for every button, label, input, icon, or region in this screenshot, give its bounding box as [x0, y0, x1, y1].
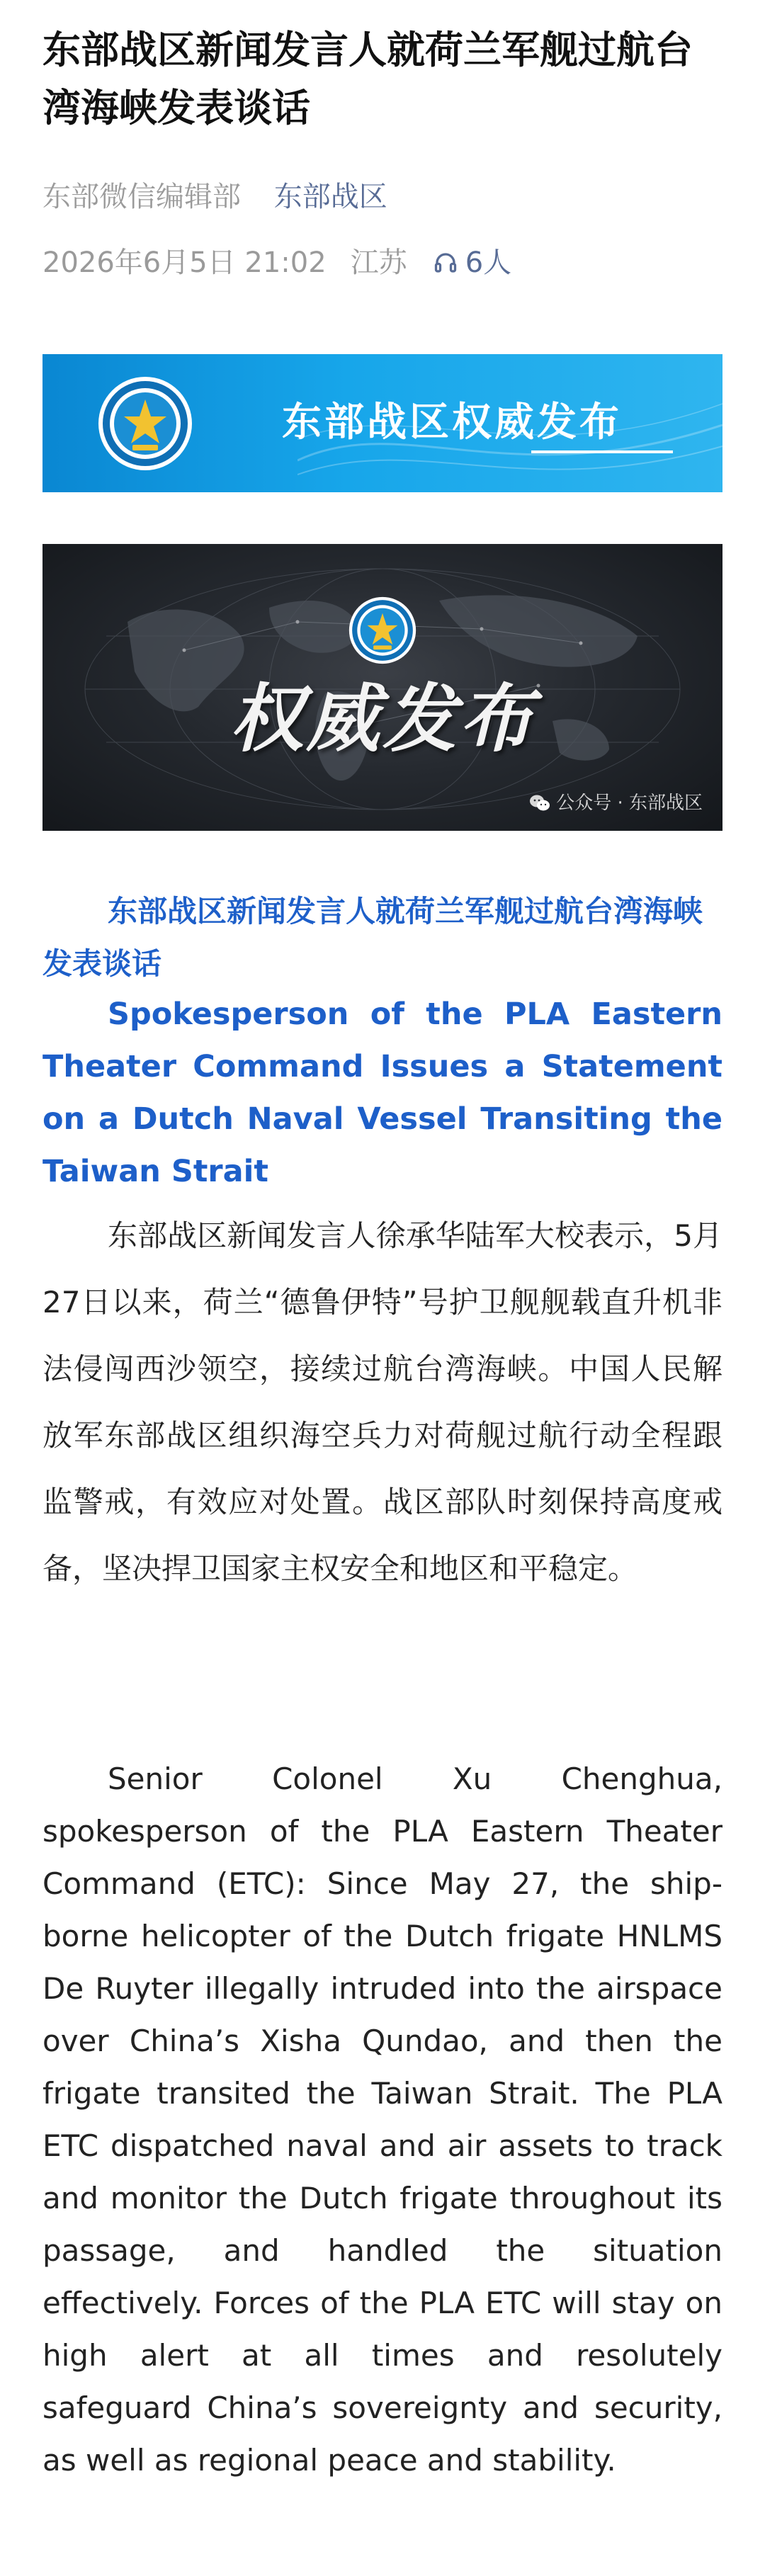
publish-datetime: 2026年6月5日 21:02 [42, 246, 327, 279]
eastern-theater-emblem-icon [96, 374, 195, 473]
headphones-icon [433, 250, 458, 276]
headline-chinese: 东部战区新闻发言人就荷兰军舰过航台湾海峡发表谈话 [42, 894, 703, 981]
listen-count: 6人 [465, 246, 512, 279]
article-meta [42, 244, 511, 281]
article-byline [42, 178, 387, 215]
author-name: 东部微信编辑部 [42, 181, 241, 213]
wechat-icon [529, 794, 550, 812]
image-watermark [529, 791, 703, 815]
watermark-text: 公众号 · 东部战区 [556, 793, 703, 814]
body-english: Senior Colonel Xu Chenghua, spokesperson of the PLA Eastern Theater Command (ETC): Since May 27, the ship-borne helicopter of the Dutch frigate HNLMS De Ruyter illegally intruded into the airspace over China’s Xisha Qundao, and then the frigate transited the Taiwan Strait. The PLA ETC dispatched naval and air assets to track and monitor the Dutch frigate throughout its passage, and handled the situation effectively. Forces of the PLA ETC will stay on high alert at all times and resolutely safeguard China’s sovereignty and security, as well as regional peace and stability. [42, 1761, 722, 2478]
publish-location: 江苏 [350, 246, 407, 279]
headline-english: Spokesperson of the PLA Eastern Theater Command Issues a Statement on a Dutch Naval Vessel Transiting the Taiwan Strait [42, 997, 722, 1189]
account-link[interactable]: 东部战区 [273, 181, 387, 213]
authority-release-image [42, 544, 722, 831]
article-title: 东部战区新闻发言人就荷兰军舰过航台湾海峡发表谈话 [42, 28, 693, 130]
banner-underline [531, 450, 673, 453]
banner-title: 东部战区权威发布 [282, 399, 622, 446]
image-title: 权威发布 [229, 676, 536, 762]
authority-release-banner [42, 354, 722, 492]
emblem-icon [347, 595, 418, 666]
body-chinese: 东部战区新闻发言人徐承华陆军大校表示，5月27日以来，荷兰“德鲁伊特”号护卫舰舰载直升机非法侵闯西沙领空，接续过航台湾海峡。中国人民解放军东部战区组织海空兵力对荷舰过航行动全程跟监警戒，有效应对处置。战区部队时刻保持高度戒备，坚决捍卫国家主权安全和地区和平稳定。 [42, 1218, 722, 1586]
listen-button[interactable] [433, 244, 511, 281]
